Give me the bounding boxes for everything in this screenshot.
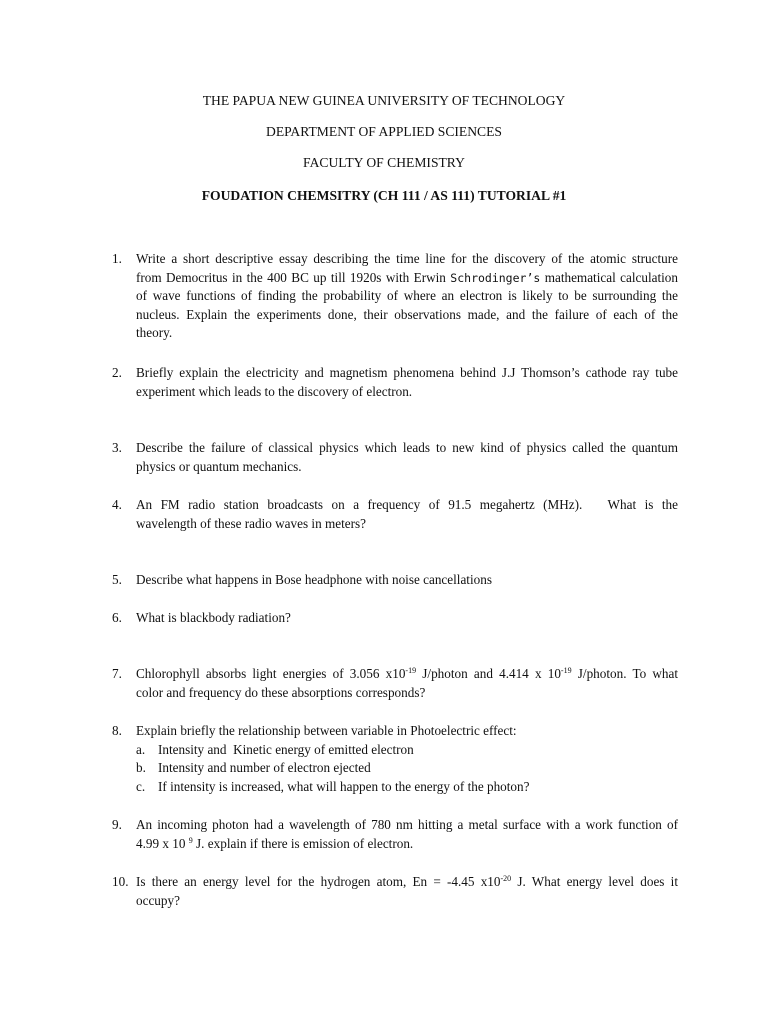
question-number: 7.: [112, 666, 122, 681]
exponent: -20: [500, 874, 512, 883]
sub-question-text: If intensity is increased, what will happen to the energy of the photon?: [158, 778, 530, 794]
question-line: Explain briefly the relationship between variable in Photoelectric effect:: [136, 723, 517, 738]
question-number: 10.: [112, 874, 129, 889]
university-heading: THE PAPUA NEW GUINEA UNIVERSITY OF TECHNOLOGY: [202, 93, 566, 108]
exponent: -19: [405, 666, 417, 675]
question-3: [112, 439, 678, 476]
question-2: [112, 364, 678, 401]
question-8: [112, 722, 678, 796]
question-line: occupy?: [136, 892, 180, 908]
sub-question-letter: c.: [136, 778, 146, 794]
faculty-heading: FACULTY OF CHEMISTRY: [303, 155, 465, 170]
question-10: [112, 873, 678, 910]
sub-question: [136, 759, 678, 778]
question-number: 6.: [112, 610, 122, 625]
exponent: -19: [560, 666, 572, 675]
tutorial-title: FOUDATION CHEMSITRY (CH 111 / AS 111) TUTORIAL #1: [201, 188, 567, 203]
question-line: theory.: [136, 325, 173, 341]
sub-question-letter: b.: [136, 760, 146, 776]
sub-question-text: Intensity and Kinetic energy of emitted electron: [158, 741, 414, 757]
sub-question: [136, 778, 678, 797]
question-line: Describe what happens in Bose headphone with noise cancellations: [136, 572, 492, 587]
question-line: An FM radio station broadcasts on a frequency of 91.5 megahertz (MHz). What is the: [136, 497, 678, 512]
exponent: 9: [188, 835, 193, 845]
question-line: Chlorophyll absorbs light energies of 3.056 $x10^{-19}$ J/photon and 4.414 x $10^{-19}$ J/photon. To what: [136, 666, 678, 681]
question-line: of wave functions of finding the probability of where an electron is likely to be surrounding the: [136, 288, 678, 304]
question-7: [112, 665, 678, 702]
question-line: from Democritus in the 400 BC up till 1920s with Erwin Schrodinger’s mathematical calculation: [136, 269, 678, 285]
question-number: 1.: [112, 251, 122, 266]
sub-question-letter: a.: [136, 741, 146, 757]
question-number: 3.: [112, 440, 122, 455]
question-line: wavelength of these radio waves in meters?: [136, 515, 366, 531]
question-line: Describe the failure of classical physics which leads to new kind of physics called the quantum: [136, 440, 678, 455]
question-line: physics or quantum mechanics.: [136, 458, 302, 474]
sub-question: [136, 741, 678, 760]
schrodinger-name: Schrodinger’s: [450, 270, 541, 285]
question-line: Write a short descriptive essay describing the time line for the discovery of the atomic structure: [136, 251, 678, 266]
sub-question-text: Intensity and number of electron ejected: [158, 760, 371, 776]
department-heading: DEPARTMENT OF APPLIED SCIENCES: [266, 124, 502, 139]
question-line: Is there an energy level for the hydrogen atom, En = -4.45 $x10^{-20}$ J. What energy level does it: [136, 874, 678, 889]
question-number: 8.: [112, 723, 122, 738]
question-line: nucleus. Explain the experiments done, their observations made, and the failure of each of the: [136, 306, 678, 322]
question-number: 4.: [112, 497, 122, 512]
question-line: color and frequency do these absorptions corresponds?: [136, 684, 426, 700]
question-5: [112, 571, 678, 590]
question-1: [112, 250, 678, 343]
question-line: An incoming photon had a wavelength of 780 nm hitting a metal surface with a work function of: [136, 817, 678, 832]
question-line: What is blackbody radiation?: [136, 610, 291, 625]
question-line: Briefly explain the electricity and magnetism phenomena behind J.J Thomson’s cathode ray tube: [136, 365, 678, 380]
question-line: 4.99 x 10 $^9$ J. explain if there is emission of electron.: [136, 835, 414, 851]
question-line: experiment which leads to the discovery of electron.: [136, 383, 413, 399]
question-6: [112, 609, 678, 628]
sub-question-list: [136, 741, 678, 797]
question-number: 5.: [112, 572, 122, 587]
question-9: [112, 816, 678, 853]
question-4: [112, 496, 678, 533]
question-number: 9.: [112, 817, 122, 832]
question-number: 2.: [112, 365, 122, 380]
